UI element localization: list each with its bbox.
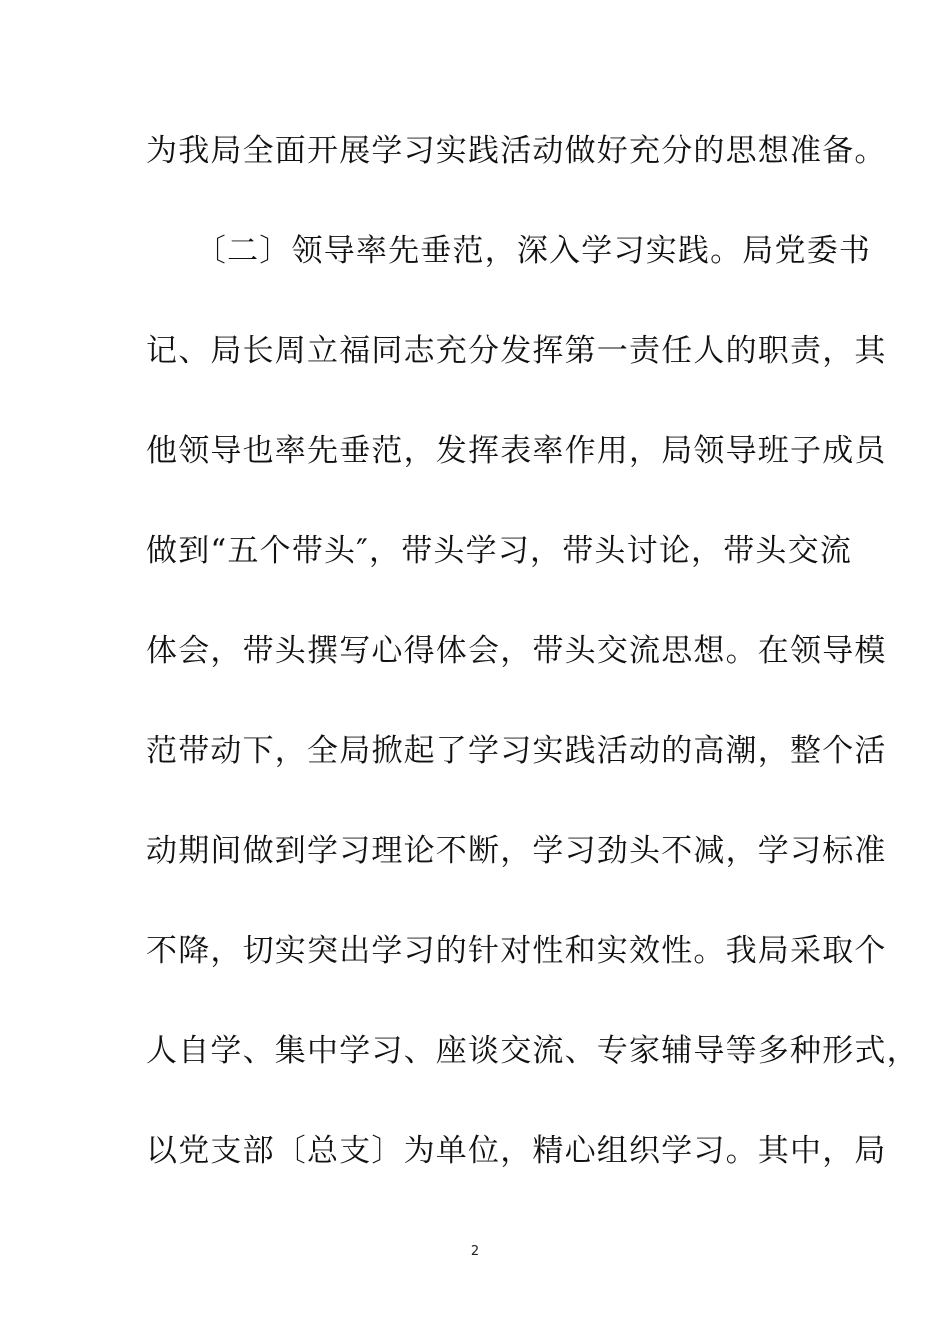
body-text [146,126,919,1226]
text-line-6: 体会，带头撰写心得体会，带头交流思想。在领导模 [146,633,887,669]
text-line-1: 为我局全面开展学习实践活动做好充分的思想准备。 [146,133,887,169]
text-line-4: 他领导也率先垂范，发挥表率作用，局领导班子成员 [146,433,887,469]
text-line-8: 动期间做到学习理论不断，学习劲头不减，学习标准 [146,833,887,869]
text-line-2: 〔二〕领导率先垂范，深入学习实践。局党委书 [146,233,872,269]
text-line-11: 以党支部〔总支〕为单位，精心组织学习。其中，局 [146,1133,887,1169]
text-line-3: 记、局长周立福同志充分发挥第一责任人的职责，其 [146,333,887,369]
text-line-7: 范带动下，全局掀起了学习实践活动的高潮，整个活 [146,733,887,769]
text-line-10: 人自学、集中学习、座谈交流、专家辅导等多种形式， [146,1033,919,1069]
text-line-5: 做到“五个带头″，带头学习，带头讨论，带头交流 [146,533,853,569]
text-line-9: 不降，切实突出学习的针对性和实效性。我局采取个 [146,933,887,969]
page-number: 2 [470,1244,480,1259]
